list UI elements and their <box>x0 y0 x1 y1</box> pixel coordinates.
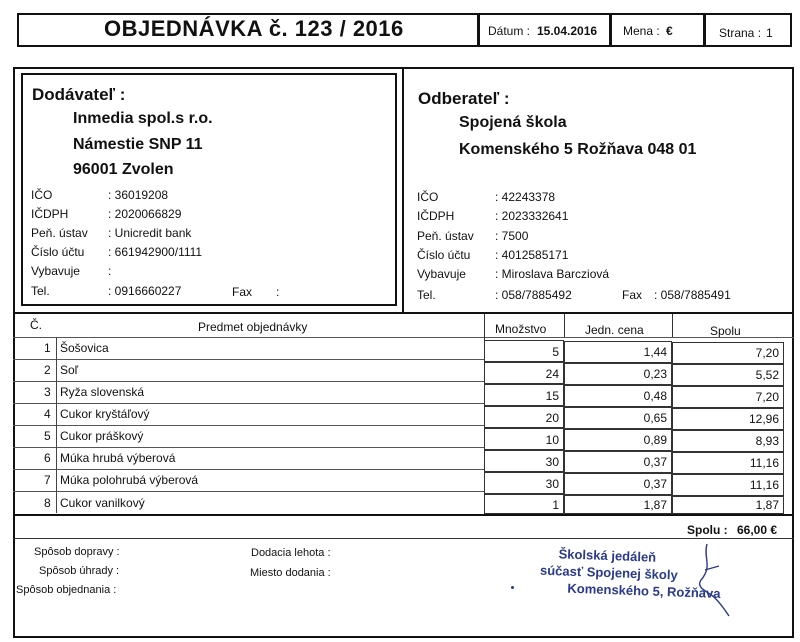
supplier-field-value: : 661942900/1111 <box>108 245 203 259</box>
supplier-tel-value: : 0916660227 <box>108 284 182 298</box>
table-row-line <box>13 403 484 404</box>
row-no: 7 <box>44 473 51 487</box>
row-qty: 30 <box>484 450 564 472</box>
row-qty: 15 <box>484 384 564 406</box>
ordering-label: Spôsob objednania : <box>16 584 117 596</box>
row-total: 11,16 <box>672 474 784 496</box>
supplier-street: Námestie SNP 11 <box>73 136 203 153</box>
row-total: 12,96 <box>672 408 784 430</box>
row-item: Ryža slovenská <box>60 385 145 399</box>
row-qty: 5 <box>484 340 564 362</box>
row-unit-price: 1,87 <box>564 495 672 514</box>
row-no: 5 <box>44 429 51 443</box>
row-unit-price: 0,89 <box>564 429 672 451</box>
document-title: OBJEDNÁVKA č. 123 / 2016 <box>104 16 404 41</box>
date-value: 15.04.2016 <box>537 24 598 38</box>
customer-field-label: Číslo účtu <box>417 248 471 262</box>
table-bottom-line <box>13 514 794 516</box>
payment-label: Spôsob úhrady : <box>39 565 120 577</box>
sum-value: 66,00 € <box>737 523 778 537</box>
supplier-field-label: Číslo účtu <box>31 245 85 259</box>
row-no: 2 <box>44 363 51 377</box>
col-header-no: Č. <box>30 318 42 332</box>
row-unit-price: 0,37 <box>564 473 672 495</box>
header-divider-price <box>564 314 565 338</box>
row-item: Múka polohrubá výberová <box>60 473 199 487</box>
currency-label: Mena : <box>623 24 660 38</box>
customer-field-label: Vybavuje <box>417 267 466 281</box>
row-item: Cukor kryštáľový <box>60 407 150 421</box>
customer-field-label: Peň. ústav <box>417 229 474 243</box>
supplier-field-value: : Unicredit bank <box>108 226 192 240</box>
page-label: Strana : <box>719 26 762 40</box>
row-unit-price: 0,37 <box>564 451 672 473</box>
row-item: Šošovica <box>60 341 109 355</box>
no-column-divider <box>56 337 57 513</box>
supplier-name: Inmedia spol.s r.o. <box>73 110 213 127</box>
row-no: 1 <box>44 341 51 355</box>
customer-field-value: : Miroslava Barcziová <box>495 267 610 281</box>
customer-fax-value: : 058/7885491 <box>654 288 731 302</box>
customer-tel-label: Tel. <box>417 288 436 302</box>
supplier-tel-label: Tel. <box>31 284 50 298</box>
supplier-field-value: : 2020066829 <box>108 207 182 221</box>
row-no: 4 <box>44 407 51 421</box>
customer-field-label: IČO <box>417 190 439 204</box>
table-row-line <box>13 381 484 382</box>
row-no: 6 <box>44 451 51 465</box>
delivery-deadline-label: Dodacia lehota : <box>251 547 331 559</box>
stamp-line-2: súčasť Spojenej školy <box>539 562 678 583</box>
signature-mark <box>685 540 745 620</box>
row-no: 8 <box>44 496 51 510</box>
table-top-line <box>13 312 794 314</box>
supplier-title: Dodávateľ : <box>32 85 126 104</box>
row-qty: 20 <box>484 406 564 428</box>
sum-label: Spolu : <box>687 523 728 537</box>
col-header-item: Predmet objednávky <box>198 320 308 334</box>
customer-address: Komenského 5 Rožňava 048 01 <box>459 141 697 158</box>
col-header-total: Spolu <box>710 324 741 338</box>
row-total: 11,16 <box>672 452 784 474</box>
row-item: Cukor vanilkový <box>60 496 145 510</box>
supplier-city: 96001 Zvolen <box>73 161 174 178</box>
row-qty: 30 <box>484 472 564 494</box>
row-item: Cukor práškový <box>60 429 144 443</box>
party-divider <box>402 69 404 312</box>
header-divider-total <box>672 314 673 338</box>
stamp-dot <box>511 586 514 589</box>
transport-label: Spôsob dopravy : <box>34 546 120 558</box>
customer-tel-value: : 058/7885492 <box>495 288 572 302</box>
customer-field-value: : 2023332641 <box>495 209 569 223</box>
delivery-place-label: Miesto dodania : <box>250 567 331 579</box>
row-qty: 24 <box>484 362 564 384</box>
table-row-line <box>13 469 484 470</box>
customer-fax-label: Fax <box>622 288 643 302</box>
stamp-line-3: Komenského 5, Rožňava <box>567 580 721 601</box>
sum-divider <box>13 538 794 539</box>
page-value: 1 <box>766 26 773 40</box>
row-no: 3 <box>44 385 51 399</box>
row-unit-price: 0,23 <box>564 363 672 385</box>
supplier-field-label: Vybavuje <box>31 264 80 278</box>
date-label: Dátum : <box>488 24 531 38</box>
supplier-field-label: Peň. ústav <box>31 226 88 240</box>
table-row-line <box>13 491 484 492</box>
row-total: 5,52 <box>672 364 784 386</box>
table-row-line <box>13 425 484 426</box>
row-total: 8,93 <box>672 430 784 452</box>
supplier-field-value: : <box>108 264 112 278</box>
customer-name: Spojená škola <box>459 114 567 131</box>
col-header-unit-price: Jedn. cena <box>585 323 644 337</box>
row-unit-price: 0,48 <box>564 385 672 407</box>
supplier-field-label: IČO <box>31 188 53 202</box>
table-row-line <box>13 337 794 338</box>
row-total: 7,20 <box>672 342 784 364</box>
row-item: Soľ <box>60 363 79 377</box>
stamp-line-1: Školská jedáleň <box>558 546 657 565</box>
row-total: 1,87 <box>672 496 784 514</box>
supplier-fax-value: : <box>276 285 280 299</box>
col-header-qty: Množstvo <box>495 322 547 336</box>
row-qty: 10 <box>484 428 564 450</box>
customer-field-value: : 7500 <box>495 229 529 243</box>
customer-field-value: : 42243378 <box>495 190 556 204</box>
row-unit-price: 1,44 <box>564 341 672 363</box>
customer-field-value: : 4012585171 <box>495 248 569 262</box>
row-qty: 1 <box>484 494 564 514</box>
customer-title: Odberateľ : <box>418 89 510 108</box>
table-row-line <box>13 359 484 360</box>
row-item: Múka hrubá výberová <box>60 451 176 465</box>
header-divider-qty <box>484 314 485 338</box>
supplier-fax-label: Fax <box>232 285 253 299</box>
currency-value: € <box>666 24 673 38</box>
supplier-field-value: : 36019208 <box>108 188 169 202</box>
supplier-field-label: IČDPH <box>31 207 69 221</box>
table-row-line <box>13 447 484 448</box>
customer-field-label: IČDPH <box>417 209 455 223</box>
row-total: 7,20 <box>672 386 784 408</box>
row-unit-price: 0,65 <box>564 407 672 429</box>
